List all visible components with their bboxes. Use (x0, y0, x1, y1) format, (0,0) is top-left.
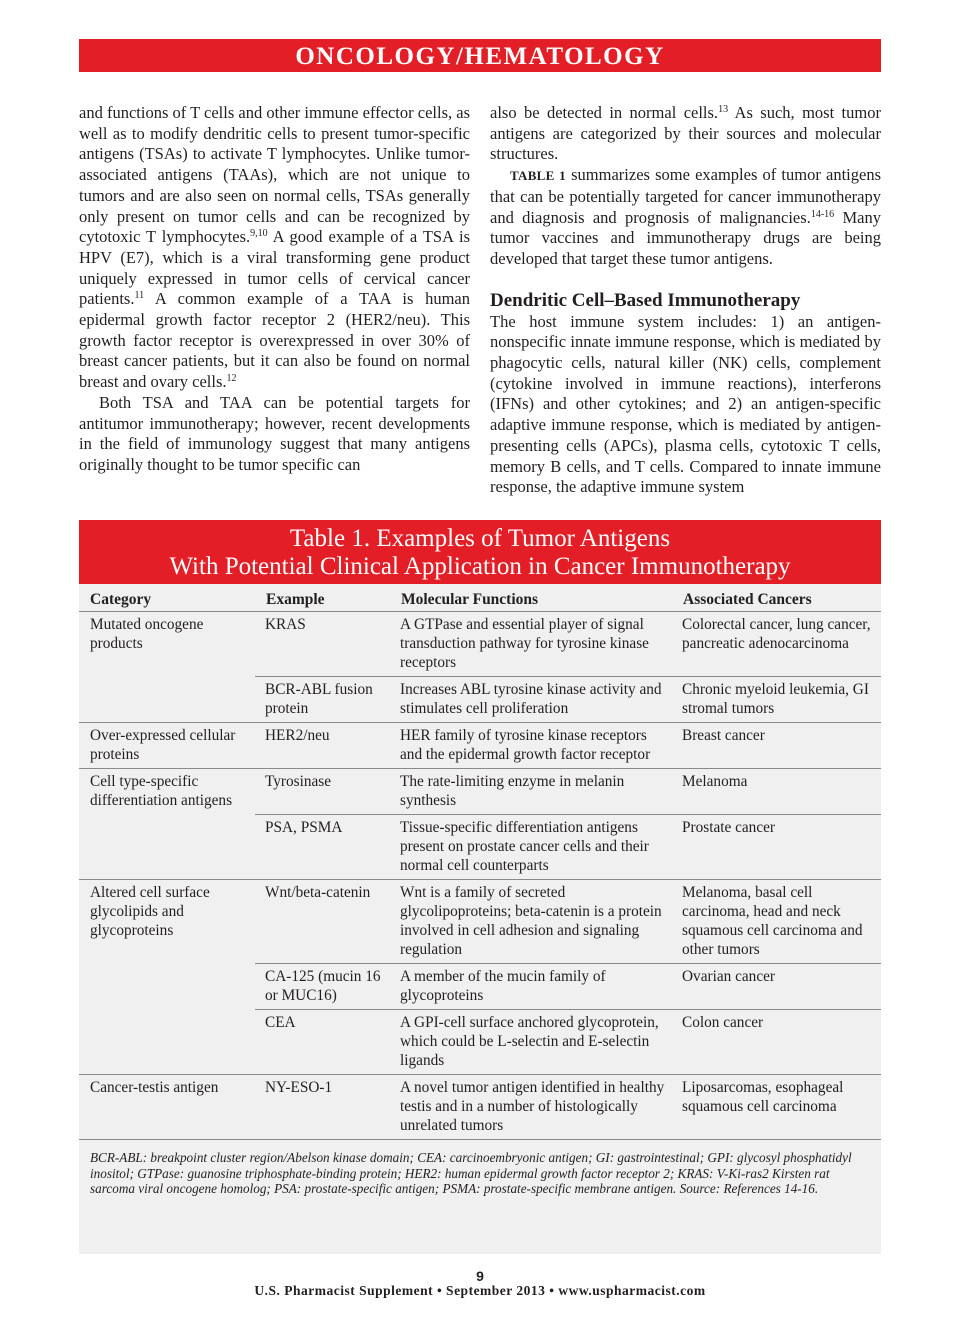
table-cell: CA-125 (mucin 16 or MUC16) (255, 964, 390, 1010)
table-cell: HER2/neu (255, 723, 390, 769)
table-cell (79, 677, 255, 723)
table-title: Table 1. Examples of Tumor Antigens With Potential Clinical Application in Cancer Immunotherapy (79, 520, 881, 584)
table-cell: Melanoma, basal cell carcinoma, head and neck squamous cell carcinoma and other tumors (672, 880, 881, 964)
table-row (79, 769, 881, 815)
table-cell: A member of the mucin family of glycoproteins (390, 964, 672, 1010)
table-cell: NY-ESO-1 (255, 1075, 390, 1140)
table-cell (79, 1010, 255, 1075)
table-cell: Breast cancer (672, 723, 881, 769)
table-cell: Tyrosinase (255, 769, 390, 815)
table-cell: Chronic myeloid leukemia, GI stromal tumors (672, 677, 881, 723)
table-cell: Melanoma (672, 769, 881, 815)
table-cell: Mutated oncogene products (90, 616, 204, 652)
column-header: Category (79, 584, 255, 612)
publication-footer: U.S. Pharmacist Supplement • September 2013 • www.uspharmacist.com (254, 1283, 706, 1298)
table-cell: A novel tumor antigen identified in healthy testis and in a number of histologically unrelated tumors (390, 1075, 672, 1140)
table-cell: Liposarcomas, esophageal squamous cell carcinoma (672, 1075, 881, 1140)
table-cell (79, 964, 255, 1010)
table-cell: Wnt is a family of secreted glycolipoproteins; beta-catenin is a protein involved in cell adhesion and signaling regulation (390, 880, 672, 964)
citation: 11 (134, 290, 145, 302)
table-cell: Increases ABL tyrosine kinase activity and stimulates cell proliferation (390, 677, 672, 723)
column-header: Example (255, 584, 390, 612)
citation: 13 (718, 104, 729, 115)
table-cell: KRAS (265, 616, 306, 633)
citation: 14-16 (810, 208, 835, 220)
table-row (79, 723, 881, 769)
paragraph: TABLE 1 summarizes some examples of tumor antigens that can be potentially targeted for cancer immunotherapy and diagnosis and prognosis of malignancies.$^{14-16}$ Many tumor vaccines and immunotherapy drugs are being developed that target these tumor antigens. (490, 165, 881, 268)
table-cell: Cancer-testis antigen (79, 1075, 255, 1140)
table-header-row (79, 584, 881, 612)
table-cell: A GPI-cell surface anchored glycoprotein, which could be L-selectin and E-selectin ligands (390, 1010, 672, 1075)
table-cell: CEA (255, 1010, 390, 1075)
table-cell: Cell type-specific differentiation antigens (79, 769, 255, 815)
right-column (490, 103, 881, 498)
table-row (79, 964, 881, 1010)
table-cell: Colon cancer (672, 1010, 881, 1075)
table-cell: BCR-ABL fusion protein (255, 677, 390, 723)
paragraph: also be detected in normal cells.$^{13}$ As such, most tumor antigens are categorized by their sources and molecular structures. (490, 103, 881, 164)
table-cell: Wnt/beta-catenin (255, 880, 390, 964)
table-row (79, 677, 881, 723)
table-footnote: BCR-ABL: breakpoint cluster region/Abelson kinase domain; CEA: carcinoembryonic antigen; GI: gastrointestinal; GPI: glycosyl phosphatidyl inositol; GTPase: guanosine triphosphate-binding protein; HER2: human epidermal growth factor receptor 2; KRAS: V-Ki-ras2 Kirsten rat sarcoma viral oncogene homolog; PSA: prostate-specific antigen; PSMA: prostate-specific membrane antigen. Source: References 14-16. (90, 1150, 852, 1196)
citation: 9,10 (250, 228, 268, 240)
table-cell: HER family of tyrosine kinase receptors and the epidermal growth factor receptor (390, 723, 672, 769)
table-row (79, 880, 881, 964)
table-reference: TABLE 1 (510, 168, 566, 184)
section-heading: Dendritic Cell–Based Immunotherapy (490, 289, 801, 311)
table-cell: A GTPase and essential player of signal transduction pathway for tyrosine kinase receptors (400, 616, 649, 671)
column-header: Associated Cancers (672, 584, 881, 612)
paragraph: The host immune system includes: 1) an antigen-nonspecific innate immune response, which is mediated by phagocytic cells, natural killer (NK) cells, complement (cytokine involved in immune reactions), interferons (IFNs) and other cytokines; and 2) an antigen-specific adaptive immune response, which is mediated by antigen-presenting cells (APCs), plasma cells, cytotoxic T cells, memory B cells, and T cells. Compared to innate immune response, the adaptive immune system (490, 311, 881, 497)
data-table (79, 584, 881, 1140)
page-number: 9 (476, 1268, 484, 1284)
table-cell: Over-expressed cellular proteins (79, 723, 255, 769)
table-cell (79, 815, 255, 880)
table-cell: Prostate cancer (672, 815, 881, 880)
column-header: Molecular Functions (390, 584, 672, 612)
table-cell: PSA, PSMA (255, 815, 390, 880)
table-cell: Altered cell surface glycolipids and glycoproteins (79, 880, 255, 964)
paragraph: and functions of T cells and other immune effector cells, as well as to modify dendritic cells to present tumor-specific antigens (TSAs) to activate T lymphocytes. Unlike tumor-associated antigens (TAAs), which are not unique to tumors and are also seen on normal cells, TSAs generally only present on tumor cells and can be recognized by cytotoxic T lymphocytes.$^{9,10}$ A good example of a TSA is HPV (E7), which is a viral transforming gene product uniquely expressed in tumor cells of cervical cancer patients.$^{11}$ A common example of a TAA is human epidermal growth factor receptor 2 (HER2/neu). This growth factor receptor is overexpressed in over 30% of breast cancer patients, but it can also be found on normal breast and ovary cells.$^{12}$ (79, 103, 470, 392)
citation: 12 (226, 373, 237, 385)
table-row (79, 1075, 881, 1140)
table-cell: The rate-limiting enzyme in melanin synthesis (390, 769, 672, 815)
section-banner: ONCOLOGY/HEMATOLOGY (79, 39, 881, 72)
table-row (79, 1010, 881, 1075)
tumor-antigen-table (79, 520, 881, 1254)
left-column (79, 103, 470, 476)
table-row (79, 815, 881, 880)
table-cell: Ovarian cancer (672, 964, 881, 1010)
table-cell: Tissue-specific differentiation antigens present on prostate cancer cells and their normal cell counterparts (390, 815, 672, 880)
table-row (79, 612, 881, 677)
paragraph: Both TSA and TAA can be potential targets for antitumor immunotherapy; however, recent developments in the field of immunology suggest that many antigens originally thought to be tumor specific can (79, 392, 470, 474)
table-cell: Colorectal cancer, lung cancer, pancreatic adenocarcinoma (682, 616, 871, 652)
